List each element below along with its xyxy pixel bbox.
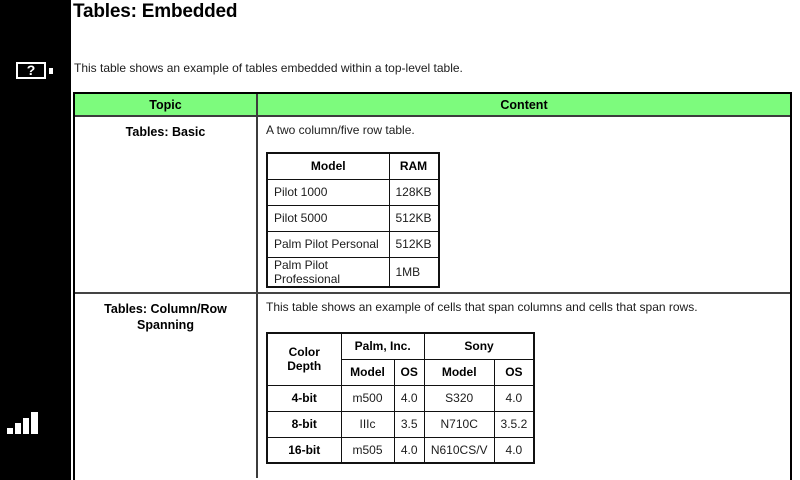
battery-unknown-icon	[16, 62, 46, 79]
table-cell: m505	[341, 437, 394, 463]
page-title: Tables: Embedded	[73, 1, 238, 22]
table-cell: 128KB	[389, 179, 439, 205]
table-cell: N610CS/V	[424, 437, 494, 463]
battery-unknown-glyph: ?	[26, 62, 36, 78]
table-header-cell: Palm, Inc.	[341, 333, 424, 359]
topic-cell-basic: Tables: Basic	[75, 117, 258, 292]
spanning-description: This table shows an example of cells that span columns and cells that span rows.	[266, 300, 698, 314]
table-header-cell: Model	[341, 359, 394, 385]
content-column-header: Content	[500, 97, 548, 112]
content-cell-basic	[258, 117, 790, 292]
table-cell: 4.0	[394, 437, 424, 463]
table-row	[267, 257, 439, 287]
topics-table	[73, 92, 792, 480]
table-row	[267, 385, 534, 411]
table-cell: N710C	[424, 411, 494, 437]
table-header-cell: Sony	[424, 333, 534, 359]
table-cell: Palm Pilot Professional	[267, 257, 389, 287]
intro-text: This table shows an example of tables embedded within a top-level table.	[74, 61, 463, 75]
table-row	[267, 333, 534, 359]
table-cell: 1MB	[389, 257, 439, 287]
embedded-spanning-table	[266, 332, 535, 464]
embedded-basic-table	[266, 152, 440, 288]
table-cell: m500	[341, 385, 394, 411]
table-cell: 3.5.2	[494, 411, 534, 437]
table-header-cell: OS	[494, 359, 534, 385]
topic-column-header: Topic	[75, 94, 258, 115]
basic-description: A two column/five row table.	[266, 123, 415, 137]
table-header-cell: OS	[394, 359, 424, 385]
table-cell: 4.0	[494, 385, 534, 411]
table-cell: 4-bit	[267, 385, 341, 411]
status-sidebar	[0, 0, 71, 480]
content-cell-spanning	[258, 294, 790, 478]
table-cell: 512KB	[389, 205, 439, 231]
table-cell: 512KB	[389, 231, 439, 257]
table-cell: S320	[424, 385, 494, 411]
signal-strength-icon	[7, 412, 38, 434]
table-row-spanning	[75, 294, 790, 478]
table-header-cell: Color Depth	[267, 333, 341, 385]
battery-terminal-nub	[49, 68, 53, 74]
table-row	[267, 231, 439, 257]
table-row	[267, 179, 439, 205]
table-cell: Palm Pilot Personal	[267, 231, 389, 257]
table-cell: IIIc	[341, 411, 394, 437]
table-row	[267, 205, 439, 231]
table-cell: 4.0	[494, 437, 534, 463]
table-cell: 16-bit	[267, 437, 341, 463]
table-cell: 8-bit	[267, 411, 341, 437]
table-row	[267, 411, 534, 437]
table-cell: Pilot 5000	[267, 205, 389, 231]
topic-cell-spanning: Tables: Column/Row Spanning	[75, 294, 258, 478]
table-row	[267, 153, 439, 179]
table-cell: 3.5	[394, 411, 424, 437]
table-row	[267, 437, 534, 463]
table-cell: Pilot 1000	[267, 179, 389, 205]
table-cell: 4.0	[394, 385, 424, 411]
table-header-cell: RAM	[389, 153, 439, 179]
table-row-basic	[75, 117, 790, 294]
topics-table-header-row	[75, 94, 790, 117]
table-header-cell: Model	[424, 359, 494, 385]
table-header-cell: Model	[267, 153, 389, 179]
